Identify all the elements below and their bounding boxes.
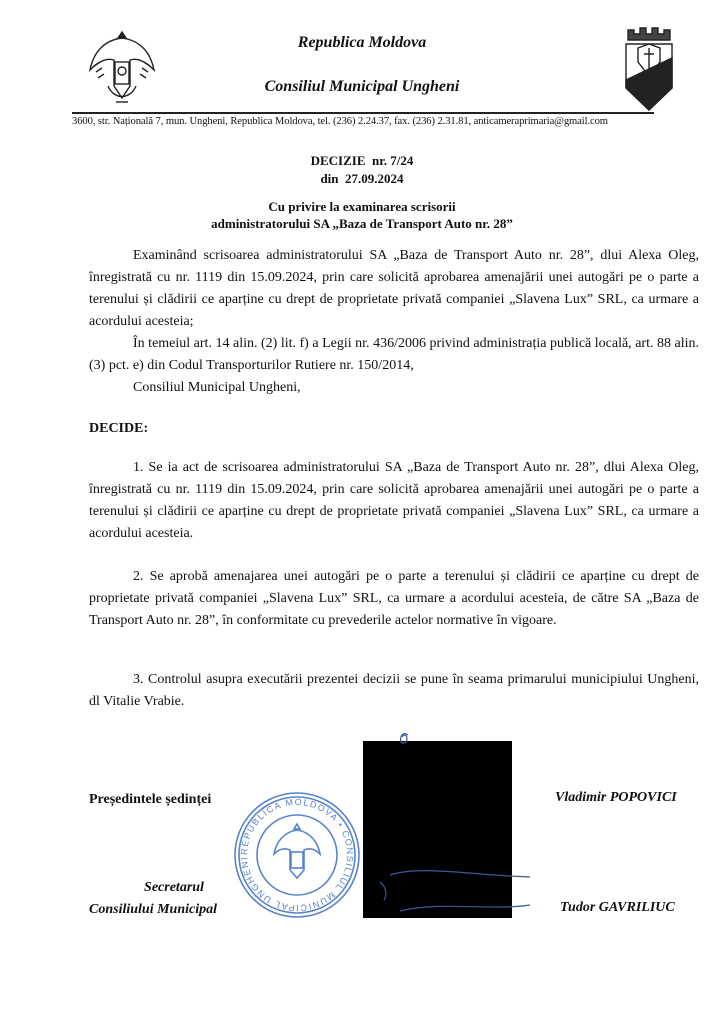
decision-number: DECIZIE nr. 7/24	[310, 153, 414, 168]
decision-item-3: 3. Controlul asupra executării prezentei decizii se pune în seama primarului municipiului Ungheni, dl Vitalie Vrabie.	[89, 672, 699, 709]
secretary-name: Tudor GAVRILIUC	[560, 900, 675, 915]
decision-date: din 27.09.2024	[320, 171, 404, 186]
decision-item-1: 1. Se ia act de scrisoarea administratorului SA „Baza de Transport Auto nr. 28”, dlui Alexa Oleg, înregistrată cu nr. 1119 din 15.09.2024, prin care solicită aprobarea amenajării unei autogări pe o parte a terenului și clădirii ce aparține cu drept de proprietate privată companiei „Slavena Lux” SRL, ca urmare a acordului acesteia.	[89, 460, 699, 541]
decision-subject-line-1: Cu privire la examinarea scrisorii	[268, 199, 456, 214]
legal-basis-paragraph: În temeiul art. 14 alin. (2) lit. f) a Legii nr. 436/2006 privind administrația publică locală, art. 88 alin. (3) pct. e) din Codul Transporturilor Rutiere nr. 150/2014,	[89, 336, 699, 373]
preamble-paragraph: Examinând scrisoarea administratorului SA „Baza de Transport Auto nr. 28”, dlui Alexa Oleg, înregistrată cu nr. 1119 din 15.09.2024, prin care solicită aprobarea amenajării unei autogări pe o parte a terenului și clădirii ce aparține cu drept de proprietate privată companiei „Slavena Lux” SRL, ca urmare a acordului acesteia;	[89, 248, 699, 329]
official-stamp	[232, 790, 362, 920]
secretary-label-line-1: Secretarul	[144, 880, 204, 895]
ungheni-coat-of-arms-icon	[622, 18, 676, 114]
decide-heading: DECIDE:	[89, 421, 149, 436]
header-republic-title: Republica Moldova	[297, 34, 427, 51]
decision-item-2: 2. Se aprobă amenajarea unei autogări pe o parte a terenului și clădirii ce aparține cu drept de proprietate privată companiei „Slavena Lux” SRL, ca urmare a acordului acesteia, de către SA „Baza de Transport Auto nr. 28”, în conformitate cu prevederile actelor normative în vigoare.	[89, 569, 699, 628]
president-name: Vladimir POPOVICI	[555, 790, 677, 805]
secretary-label-line-2: Consiliului Municipal	[89, 902, 217, 917]
header-address: 3600, str. Națională 7, mun. Ungheni, Republica Moldova, tel. (236) 2.24.37, fax. (236) 2.31.81, anticameraprimaria@gmail.com	[72, 116, 608, 127]
stamp-text: REPUBLICA MOLDOVA • CONSILIUL MUNICIPAL UNGHENI	[238, 796, 356, 914]
header-divider	[72, 112, 654, 114]
council-name-paragraph: Consiliul Municipal Ungheni,	[133, 380, 301, 395]
header-council-title: Consiliul Municipal Ungheni	[264, 78, 460, 95]
handwritten-signature	[380, 725, 540, 925]
decision-subject-line-2: administratorului SA „Baza de Transport Auto nr. 28”	[211, 216, 513, 231]
president-label: Președintele ședinței	[89, 792, 212, 807]
